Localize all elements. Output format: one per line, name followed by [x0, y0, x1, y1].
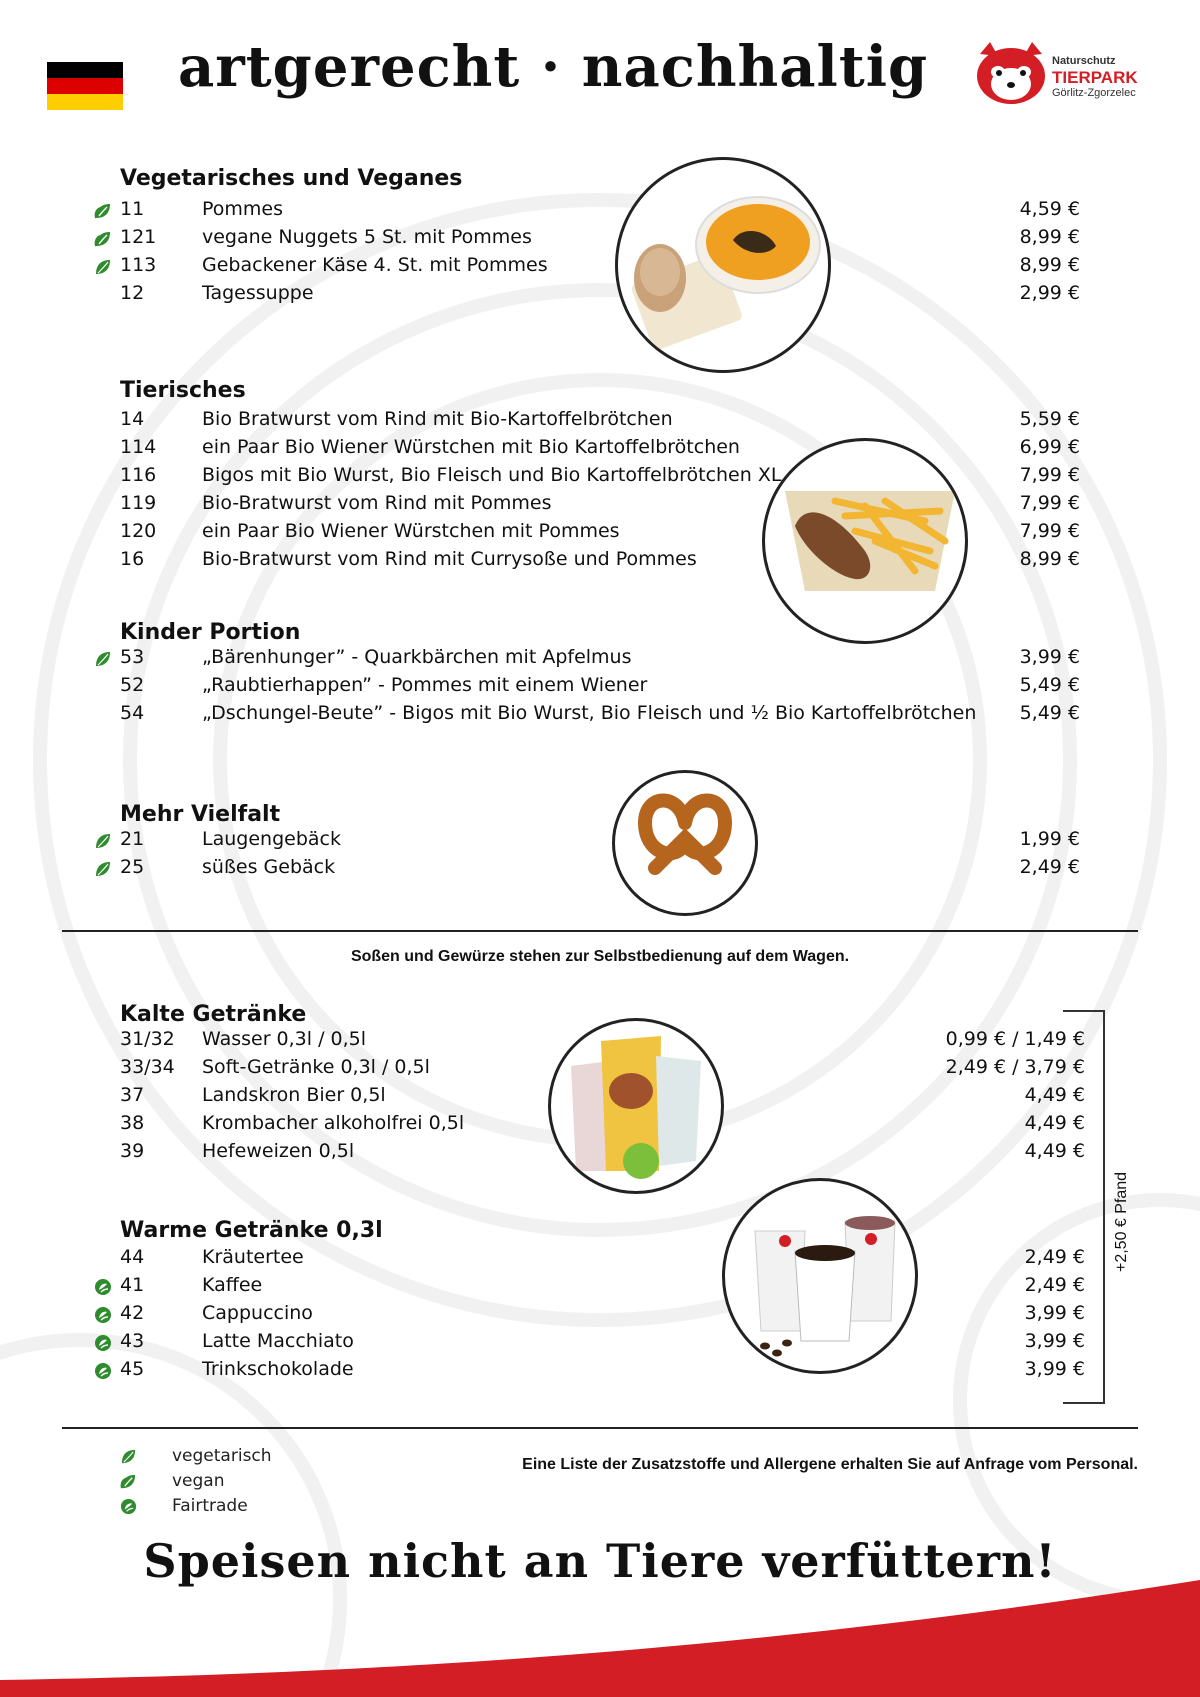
item-number: 54 [120, 702, 145, 724]
item-price: 4,49 € [1024, 1084, 1085, 1106]
item-name: Bio Bratwurst vom Rind mit Bio-Kartoffelbrötchen [202, 408, 673, 430]
item-price: 8,99 € [1019, 226, 1080, 248]
item-price: 7,99 € [1019, 492, 1080, 514]
item-number: 42 [120, 1302, 145, 1324]
vegetarian-leaf-icon [94, 258, 112, 276]
bratwurst-photo [762, 438, 968, 644]
item-price: 1,99 € [1019, 828, 1080, 850]
item-number: 21 [120, 828, 145, 850]
allergen-note: Eine Liste der Zusatzstoffe und Allergene erhalten Sie auf Anfrage vom Personal. [522, 1456, 1138, 1473]
logo-line-3: Görlitz-Zgorzelec [1052, 87, 1136, 99]
item-price: 3,99 € [1024, 1358, 1085, 1380]
item-name: „Raubtierhappen” - Pommes mit einem Wiener [202, 674, 648, 696]
item-number: 25 [120, 856, 145, 878]
menu-row [90, 254, 1080, 280]
vegetarian-leaf-icon [94, 650, 112, 668]
pfand-bracket [1063, 1010, 1105, 1404]
logo-line-1: Naturschutz [1052, 55, 1116, 67]
menu-row [90, 436, 1080, 462]
fairtrade-icon [94, 1334, 112, 1352]
item-name: Gebackener Käse 4. St. mit Pommes [202, 254, 548, 276]
item-price: 2,49 € [1019, 856, 1080, 878]
menu-row [90, 828, 1080, 854]
divider [62, 930, 1138, 932]
item-price: 7,99 € [1019, 464, 1080, 486]
legend-label: Fairtrade [172, 1496, 248, 1516]
item-price: 6,99 € [1019, 436, 1080, 458]
vegan-leaf-icon [94, 202, 112, 220]
item-name: Kräutertee [202, 1246, 304, 1268]
item-number: 16 [120, 548, 145, 570]
logo-line-2: TIERPARK [1052, 68, 1138, 87]
vegetarian-leaf-icon [120, 1448, 137, 1465]
item-name: „Bärenhunger” - Quarkbärchen mit Apfelmus [202, 646, 632, 668]
menu-row [90, 1330, 1085, 1356]
item-price: 7,99 € [1019, 520, 1080, 542]
item-name: Soft-Getränke 0,3l / 0,5l [202, 1056, 430, 1078]
item-number: 44 [120, 1246, 145, 1268]
item-price: 3,99 € [1019, 646, 1080, 668]
item-price: 5,49 € [1019, 702, 1080, 724]
fairtrade-icon [120, 1498, 137, 1515]
item-name: Trinkschokolade [202, 1358, 354, 1380]
menu-row [90, 1358, 1085, 1384]
item-number: 41 [120, 1274, 145, 1296]
item-price: 2,49 € / 3,79 € [945, 1056, 1085, 1078]
soup-photo [615, 157, 831, 373]
item-name: Wasser 0,3l / 0,5l [202, 1028, 367, 1050]
vegan-leaf-icon [94, 230, 112, 248]
menu-row [90, 408, 1080, 434]
item-price: 2,99 € [1019, 282, 1080, 304]
item-name: Hefeweizen 0,5l [202, 1140, 355, 1162]
item-number: 116 [120, 464, 157, 486]
item-number: 12 [120, 282, 145, 304]
pretzel-photo [612, 770, 758, 916]
fairtrade-icon [94, 1362, 112, 1380]
item-price: 8,99 € [1019, 254, 1080, 276]
section-title-vielfalt: Mehr Vielfalt [120, 802, 281, 827]
item-price: 0,99 € / 1,49 € [945, 1028, 1085, 1050]
menu-row [90, 1302, 1085, 1328]
item-name: Bigos mit Bio Wurst, Bio Fleisch und Bio Kartoffelbrötchen XL [202, 464, 782, 486]
legend-label: vegetarisch [172, 1446, 272, 1466]
item-name: vegane Nuggets 5 St. mit Pommes [202, 226, 532, 248]
red-panda-icon [974, 40, 1048, 106]
item-price: 8,99 € [1019, 548, 1080, 570]
fairtrade-icon [94, 1278, 112, 1296]
item-name: Krombacher alkoholfrei 0,5l [202, 1112, 465, 1134]
item-name: Kaffee [202, 1274, 263, 1296]
item-price: 4,49 € [1024, 1112, 1085, 1134]
menu-row [90, 646, 1080, 672]
section-title-tierisch: Tierisches [120, 378, 246, 403]
item-number: 14 [120, 408, 145, 430]
item-number: 114 [120, 436, 157, 458]
item-name: Landskron Bier 0,5l [202, 1084, 386, 1106]
item-price: 2,49 € [1024, 1274, 1085, 1296]
menu-row [90, 1274, 1085, 1300]
vegan-leaf-icon [120, 1473, 137, 1490]
item-price: 4,49 € [1024, 1140, 1085, 1162]
pfand-note: +2,50 € Pfand [1113, 1171, 1130, 1272]
menu-row [90, 674, 1080, 700]
section-title-warm: Warme Getränke 0,3l [120, 1218, 383, 1243]
item-price: 5,49 € [1019, 674, 1080, 696]
item-price: 4,59 € [1019, 198, 1080, 220]
item-name: Laugengebäck [202, 828, 341, 850]
item-price: 3,99 € [1024, 1330, 1085, 1352]
red-swoosh-decoration [0, 1580, 1200, 1697]
self-service-note: Soßen und Gewürze stehen zur Selbstbedienung auf dem Wagen. [350, 948, 850, 965]
item-name: Tagessuppe [202, 282, 314, 304]
footer-warning: Speisen nicht an Tiere verfüttern! [143, 1534, 1057, 1588]
item-number: 11 [120, 198, 145, 220]
menu-row [90, 198, 1080, 224]
hot-drinks-photo [722, 1178, 918, 1374]
divider [62, 1427, 1138, 1429]
item-number: 31/32 [120, 1028, 175, 1050]
vegetarian-leaf-icon [94, 832, 112, 850]
page-title: artgerecht · nachhaltig [178, 34, 929, 100]
menu-row [90, 856, 1080, 882]
item-number: 113 [120, 254, 157, 276]
item-number: 45 [120, 1358, 145, 1380]
fairtrade-icon [94, 1306, 112, 1324]
vegetarian-leaf-icon [94, 860, 112, 878]
section-title-kinder: Kinder Portion [120, 620, 301, 645]
item-name: ein Paar Bio Wiener Würstchen mit Pommes [202, 520, 620, 542]
item-name: süßes Gebäck [202, 856, 336, 878]
item-name: Pommes [202, 198, 284, 220]
section-title-kalt: Kalte Getränke [120, 1002, 307, 1027]
menu-row [90, 1246, 1085, 1272]
item-price: 5,59 € [1019, 408, 1080, 430]
legend-label: vegan [172, 1471, 225, 1491]
item-name: Cappuccino [202, 1302, 313, 1324]
section-title-vegetarisch: Vegetarisches und Veganes [120, 166, 463, 191]
item-number: 33/34 [120, 1056, 175, 1078]
item-name: Bio-Bratwurst vom Rind mit Pommes [202, 492, 552, 514]
menu-row [90, 702, 1080, 728]
item-number: 120 [120, 520, 157, 542]
item-number: 53 [120, 646, 145, 668]
item-number: 39 [120, 1140, 145, 1162]
item-number: 119 [120, 492, 157, 514]
cold-drinks-photo [548, 1018, 724, 1194]
item-name: ein Paar Bio Wiener Würstchen mit Bio Kartoffelbrötchen [202, 436, 740, 458]
item-price: 3,99 € [1024, 1302, 1085, 1324]
item-name: Latte Macchiato [202, 1330, 354, 1352]
menu-row [90, 282, 1080, 308]
item-name: Bio-Bratwurst vom Rind mit Currysoße und Pommes [202, 548, 697, 570]
item-name: „Dschungel-Beute” - Bigos mit Bio Wurst, Bio Fleisch und ½ Bio Kartoffelbrötchen [202, 702, 977, 724]
item-number: 43 [120, 1330, 145, 1352]
tierpark-logo [974, 40, 1144, 110]
german-flag-icon [47, 62, 123, 110]
item-number: 38 [120, 1112, 145, 1134]
item-number: 121 [120, 226, 157, 248]
item-price: 2,49 € [1024, 1246, 1085, 1268]
item-number: 37 [120, 1084, 145, 1106]
item-number: 52 [120, 674, 145, 696]
menu-row [90, 226, 1080, 252]
